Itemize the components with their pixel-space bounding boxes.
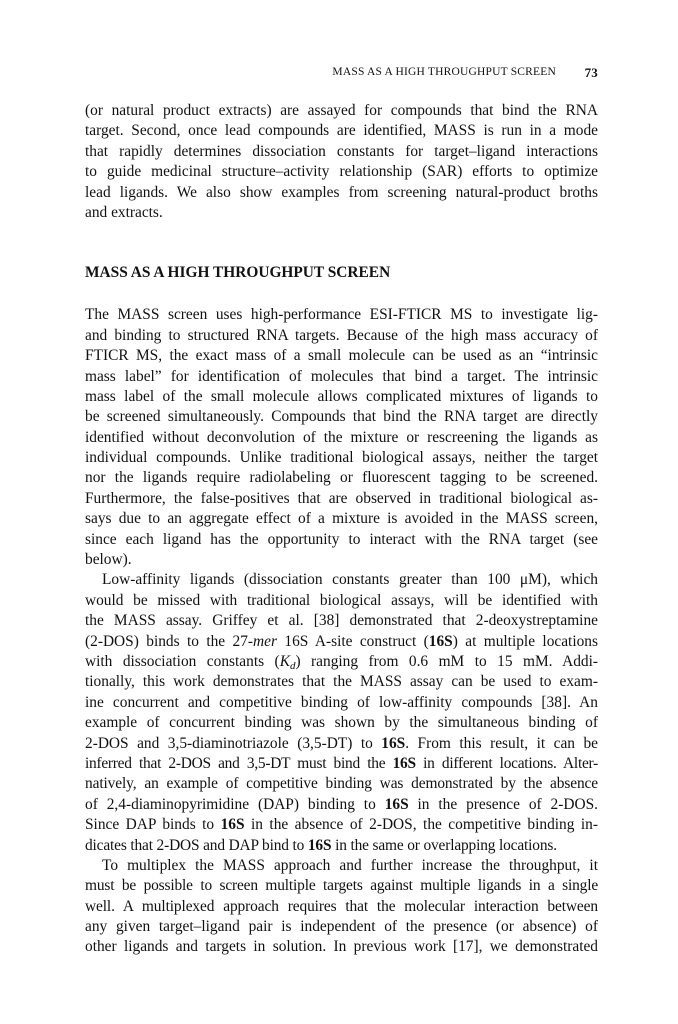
text-run: with dissociation constants ( [85, 652, 280, 670]
page-body [85, 101, 598, 958]
text-run: in different locations. Alter- [415, 754, 598, 772]
text-line: nor the ligands require radiolabeling or fluorescent tagging to be screened. [85, 469, 598, 487]
text-line: FTICR MS, the exact mass of a small molecule can be used as an “intrinsic [85, 347, 598, 365]
text-run: in the absence of 2-DOS, the competitive binding in- [244, 816, 599, 834]
text-line: the MASS assay. Griffey et al. [38] demonstrated that 2-deoxystreptamine [85, 612, 598, 630]
text-run: ) ranging from 0.6 mM to 15 mM. Addi- [295, 652, 599, 670]
text-line [85, 632, 598, 652]
text-line: be screened simultaneously. Compounds that bind the RNA target are directly [85, 408, 598, 426]
text-line [85, 815, 598, 835]
bold-run: 16S [307, 836, 332, 854]
text-line: since each ligand has the opportunity to interact with the RNA target (see [85, 530, 598, 548]
text-run: in the same or overlapping locations. [331, 836, 557, 854]
text-line: natively, an example of competitive binding was demonstrated by the absence [85, 775, 598, 793]
text-line: other ligands and targets in solution. In previous work [17], we demonstrated [85, 938, 598, 956]
bold-run: 16S [392, 754, 416, 772]
page-number: 73 [584, 65, 598, 80]
text-line: Low-affinity ligands (dissociation constants greater than 100 μM), which [102, 571, 598, 589]
text-line: identified without deconvolution of the mixture or rescreening the ligands as [85, 428, 598, 446]
text-line: mass label of the small molecule allows complicated mixtures of ligands to [85, 387, 598, 405]
text-line: says due to an aggregate effect of a mixture is avoided in the MASS screen, [85, 510, 598, 528]
text-line: The MASS screen uses high-performance ESI-FTICR MS to investigate lig- [85, 306, 598, 324]
body-paragraph-1 [85, 305, 598, 570]
text-line: target. Second, once lead compounds are identified, MASS is run in a mode [85, 122, 598, 140]
italic-run: K [279, 652, 290, 670]
section-heading: MASS AS A HIGH THROUGHPUT SCREEN [85, 264, 391, 282]
text-line [85, 734, 598, 754]
text-line: tionally, this work demonstrates that the MASS assay can be used to exam- [85, 673, 598, 691]
text-line: individual compounds. Unlike traditional biological assays, neither the target [85, 449, 598, 467]
running-header [85, 66, 598, 84]
text-line [85, 836, 598, 856]
text-line: to guide medicinal structure–activity relationship (SAR) efforts to optimize [85, 163, 598, 181]
bold-run: 16S [220, 816, 245, 834]
text-run: 16S A-site construct ( [276, 632, 429, 650]
text-line [85, 795, 598, 815]
text-run: Since DAP binds to [85, 816, 221, 834]
text-line: example of concurrent binding was shown by the simultaneous binding of [85, 714, 598, 732]
text-line: ine concurrent and competitive binding of low-affinity compounds [38]. An [85, 693, 598, 711]
text-line: Furthermore, the false-positives that are observed in traditional biological as- [85, 489, 598, 507]
text-line: mass label” for identification of molecules that bind a target. The intrinsic [85, 367, 598, 385]
text-line: below). [85, 551, 132, 569]
body-paragraph-2 [85, 570, 598, 855]
text-line [85, 652, 598, 672]
text-run: inferred that 2-DOS and 3,5-DT must bind the [85, 754, 393, 772]
intro-paragraph [85, 101, 598, 223]
bold-run: 16S [381, 734, 406, 752]
text-line: and extracts. [85, 203, 163, 221]
bold-run: 16S [428, 632, 453, 650]
body-paragraph-3 [85, 856, 598, 958]
text-line: lead ligands. We also show examples from screening natural-product broths [85, 183, 598, 201]
bold-run: 16S [384, 795, 409, 813]
text-line: well. A multiplexed approach requires that the molecular interaction between [85, 897, 598, 915]
running-title: MASS AS A HIGH THROUGHPUT SCREEN [332, 66, 556, 78]
text-run: dicates that 2-DOS and DAP bind to [85, 836, 308, 854]
text-line: would be missed with traditional biological assays, will be identified with [85, 591, 598, 609]
subscript-run: d [289, 659, 296, 672]
text-run: ) at multiple locations [452, 632, 598, 650]
text-run: 2-DOS and 3,5-diaminotriazole (3,5-DT) to [85, 734, 382, 752]
text-line: To multiplex the MASS approach and further increase the throughput, it [102, 856, 598, 874]
text-line: and binding to structured RNA targets. Because of the high mass accuracy of [85, 326, 598, 344]
text-run: . From this result, it can be [405, 734, 598, 752]
italic-run: mer [253, 632, 277, 650]
text-line [85, 754, 598, 774]
text-line: must be possible to screen multiple targets against multiple ligands in a single [85, 877, 598, 895]
text-line: that rapidly determines dissociation constants for target–ligand interactions [85, 142, 598, 160]
text-line: any given target–ligand pair is independent of the presence (or absence) of [85, 918, 598, 936]
text-run: (2-DOS) binds to the 27- [85, 632, 254, 650]
text-run: of 2,4-diaminopyrimidine (DAP) binding to [85, 795, 385, 813]
text-line: (or natural product extracts) are assayed for compounds that bind the RNA [85, 102, 598, 119]
text-run: in the presence of 2-DOS. [408, 795, 598, 813]
